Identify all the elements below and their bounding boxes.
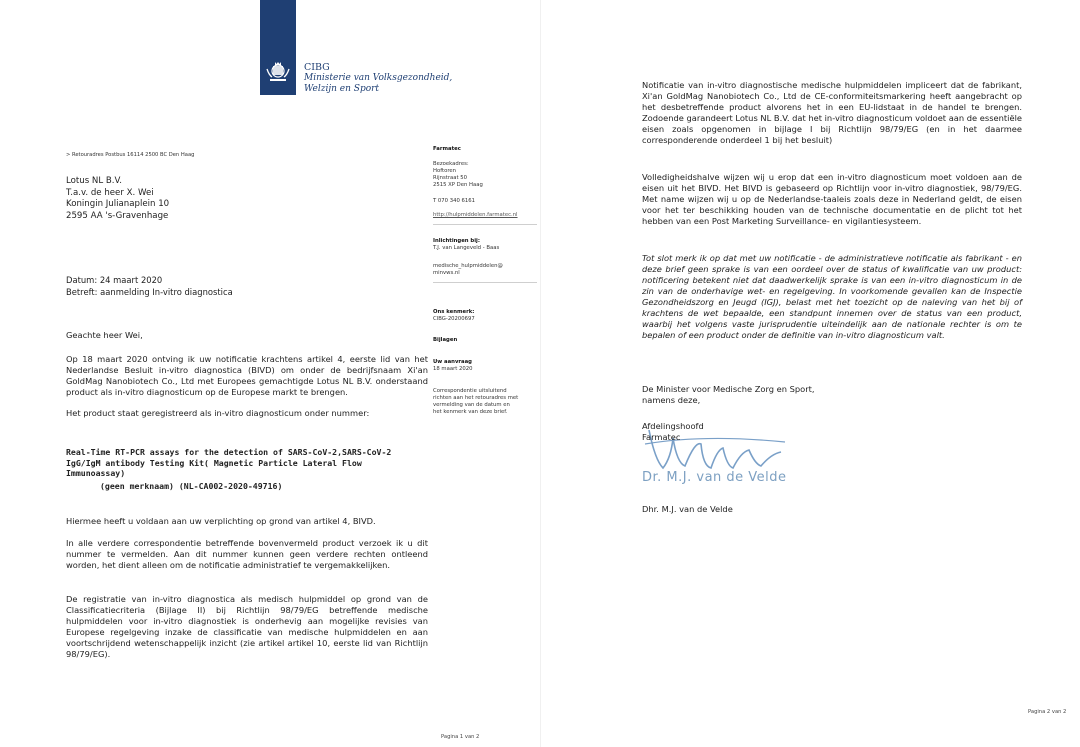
return-address: > Retouradres Postbus 16114 2500 BC Den Haag xyxy=(66,152,195,158)
p2-paragraph-3: Tot slot merk ik op dat met uw notificatie - de administratieve notificatie als fabrikant - en deze brief geen sprake is van een oordeel over de status of kwalificatie van uw product: notificering betekent niet dat daadwerkelijk sprake is van een in-vitro diagnosticum in de zin van de onderhavige wet- en regelgeving. In voorkomende gevallen kan de Inspectie Gezondheidszorg en Jeugd (IGJ), belast met het toezicht op de naleving van het bij of krachtens de wet bepaalde, een standpunt innemen over de status van een product, waarbij het volgens vaste jurisprudentie uiteindelijk aan de nationale rechter is om te bepalen of een product onder de definitie van in-vitro diagnosticum valt. xyxy=(642,253,1022,340)
signature-stamp: Dr. M.J. van de Velde xyxy=(642,470,787,485)
note-line-2: richten aan het retouradres met xyxy=(433,395,519,402)
paragraph-1: Op 18 maart 2020 ontving ik uw notificatie krachtens artikel 4, eerste lid van het Nederlandse Besluit in-vitro diagnostica (BIVD) om onder de bedrijfsnaam Xi'an GoldMag Nanobiotech Co., Ltd met Europees gemachtigde Lotus NL B.V. onderstaand product als in-vitro diagnosticum op de Europese markt te brengen. xyxy=(66,354,428,397)
p2-paragraph-2: Volledigheidshalve wijzen wij u erop dat een in-vitro diagnosticum moet voldoen aan de eisen uit het BIVD. Het BIVD is gebaseerd op Richtlijn voor in-vitro diagnostiek, 98/79/EG. Met name wijzen wij u op de Nederlandse-taaleis zoals deze in Nederland geldt, de eisen voor het ter beschikking houden van de technische documentatie en de plicht tot het hebben van een Post Marketing Surveillance- en vigilantiesysteem. xyxy=(642,172,1022,226)
info-name: T.J. van Langeveld - Baas xyxy=(433,245,500,252)
paragraph-4: In alle verdere correspondentie betreffende bovenvermeld product verzoek ik u dit nummer te vermelden. Aan dit nummer kunnen geen verdere rechten ontleend worden, het dient alleen om de notificatie administratief te vergemakkelijken. xyxy=(66,538,428,570)
ministry-line-1: Ministerie van Volksgezondheid, xyxy=(304,73,453,83)
product-name xyxy=(66,447,428,479)
sidebar-note xyxy=(433,388,543,416)
closing-line-1: De Minister voor Medische Zorg en Sport, xyxy=(642,384,815,394)
paragraph-5: De registratie van in-vitro diagnostica als medisch hulpmiddel op grond van de Classificatiecriteria (Bijlage II) bij Richtlijn 98/79/EG betreffende medische hulpmiddelen voor in-vitro diagnostiek is onderhevig aan mogelijke revisies van Europese regelgeving inzake de classificatie van medische hulpmiddelen en aan voortschrijdend wetenschappelijk inzicht (zie artikel artikel 10, eerste lid van Richtlijn 98/79/EG). xyxy=(66,594,428,659)
registration-number: (geen merknaam) (NL-CA002-2020-49716) xyxy=(100,481,283,491)
note-line-4: het kenmerk van deze brief. xyxy=(433,409,508,416)
letter-date: Datum: 24 maart 2020 xyxy=(66,275,163,285)
closing xyxy=(642,384,815,406)
org-short: CIBG xyxy=(304,62,330,73)
sidebar-visit-address xyxy=(433,161,543,189)
sidebar-info xyxy=(433,238,543,252)
email-line-1: medische_hulpmiddelen@ xyxy=(433,263,503,269)
closing-line-2: namens deze, xyxy=(642,395,701,405)
paragraph-2: Het product staat geregistreerd als in-vitro diagnosticum onder nummer: xyxy=(66,408,370,418)
paragraph-3: Hiermee heeft u voldaan aan uw verplichting op grond van artikel 4, BIVD. xyxy=(66,516,376,526)
website-link[interactable]: http://hulpmiddelen.farmatec.nl xyxy=(433,212,518,218)
p2-paragraph-1: Notificatie van in-vitro diagnostische medische hulpmiddelen impliceert dat de fabrikant, Xi'an GoldMag Nanobiotech Co., Ltd de CE-conformiteitsmarkering heeft aangebracht op het desbetreffende product alvorens het in een EU-lidstaat in de handel te brengen. Zodoende garandeert Lotus NL B.V. dat het in-vitro diagnosticum voldoet aan de essentiële eisen zoals opgenomen in bijlage I bij Richtlijn 98/79/EG (en in het daarmee corresponderende onderdeel 1 bij het besluit) xyxy=(642,80,1022,145)
crest-icon xyxy=(264,58,292,86)
product-line-2: IgG/IgM antibody Testing Kit( Magnetic Particle Lateral Flow xyxy=(66,457,362,468)
sidebar-your-request xyxy=(433,359,543,373)
visit-label: Bezoekadres: xyxy=(433,161,469,167)
sidebar-reference xyxy=(433,309,543,323)
dept-head: Afdelingshoofd xyxy=(642,421,704,431)
dept-name: Farmatec xyxy=(642,432,681,442)
visit-line-3: 2515 XP Den Haag xyxy=(433,182,483,189)
recipient-line-3: Koningin Julianaplein 10 xyxy=(66,199,170,209)
ministry-logo-text xyxy=(304,62,452,95)
note-line-3: vermelding van de datum en xyxy=(433,402,510,409)
greeting: Geachte heer Wei, xyxy=(66,330,143,340)
letter-page-2 xyxy=(540,0,1080,747)
sidebar-rule-2 xyxy=(433,282,543,283)
signatory: Dhr. M.J. van de Velde xyxy=(642,504,733,514)
page-number-2: Pagina 2 van 2 xyxy=(1028,709,1067,715)
ref-value: CIBG-20200697 xyxy=(433,316,475,323)
att-label: Bijlagen xyxy=(433,337,458,343)
letter-subject: Betreft: aanmelding In-vitro diagnostica xyxy=(66,286,233,297)
sidebar-website[interactable] xyxy=(433,212,543,219)
ref-label: Ons kenmerk: xyxy=(433,309,475,315)
visit-line-1: Hoftoren xyxy=(433,168,456,175)
recipient-address xyxy=(66,176,169,222)
letter-meta xyxy=(66,275,233,298)
page-number-1: Pagina 1 van 2 xyxy=(441,734,480,740)
note-line-1: Correspondentie uitsluitend xyxy=(433,388,507,394)
ministry-line-2: Welzijn en Sport xyxy=(304,84,380,94)
sidebar-email xyxy=(433,263,543,277)
dept-label: Farmatec xyxy=(433,146,461,152)
sidebar-rule-1 xyxy=(433,224,543,225)
your-req-value: 18 maart 2020 xyxy=(433,366,473,373)
sidebar-phone: T 070 340 6161 xyxy=(433,198,475,204)
product-line-3: Immunoassay) xyxy=(66,468,126,478)
product-line-1: Real-Time RT-PCR assays for the detection of SARS-CoV-2,SARS-CoV-2 xyxy=(66,447,392,457)
visit-line-2: Rijnstraat 50 xyxy=(433,175,467,182)
info-label: Inlichtingen bij: xyxy=(433,238,480,244)
recipient-line-4: 2595 AA 's-Gravenhage xyxy=(66,210,169,221)
email-line-2: minvws.nl xyxy=(433,270,460,277)
sidebar-dept xyxy=(433,146,543,153)
sidebar-attachments xyxy=(433,337,543,344)
your-req-label: Uw aanvraag xyxy=(433,359,472,365)
recipient-line-1: Lotus NL B.V. xyxy=(66,176,122,186)
recipient-line-2: T.a.v. de heer X. Wei xyxy=(66,187,154,198)
